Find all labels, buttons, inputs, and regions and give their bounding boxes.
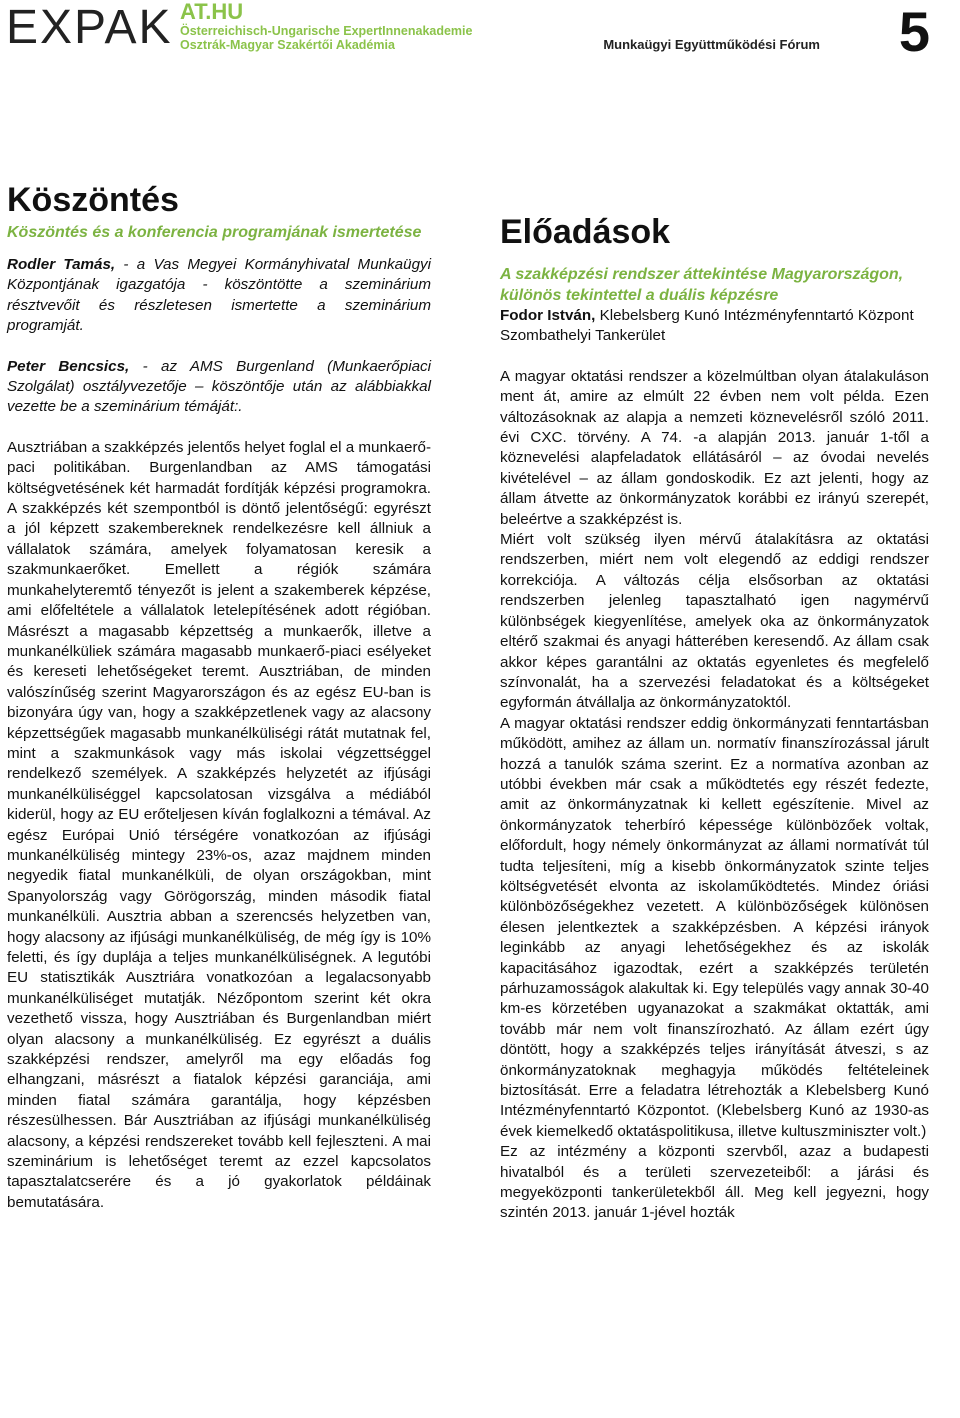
intro-paragraph [7,357,431,418]
paragraph-text: - az AMS Burgenland (Munkaerőpiaci Szolgálat) osztályvezetője – köszöntője után az alábbiakkal vezette be a szeminárium témáját:. [7,357,431,416]
left-column [7,180,431,1213]
section-subtitle: A szakképzési rendszer áttekintése Magyarországon, különös tekintettel a duális képzésre [500,266,904,304]
paragraph-text: - a Vas Megyei Kormányhivatal Munkaügyi Központjának igazgatója - köszöntötte a szeminárium résztvevőit és részletesen ismertette a szeminárium programját. [7,256,431,335]
page-header [0,0,960,63]
speaker-affiliation: Klebelsberg Kunó Intézményfenntartó Központ Szombathelyi Tankerület [500,307,914,345]
logo-domain: AT.HU [180,0,244,24]
speaker-name: Rodler Tamás, [7,256,116,273]
right-column [500,212,929,1224]
logo-tagline-german: Österreichisch-Ungarische ExpertInnenakademie [180,24,473,38]
section-title: Előadások [500,213,671,251]
speaker-name: Peter Bencsics, [7,357,130,375]
body-paragraph: A magyar oktatási rendszer eddig önkormányzati fenntartásban működött, amihez az állam un. normatív finanszírozással járult hozzá a tanulók száma szerint. Ez a normatíva azonban az utóbbi években már csak a működtetés egy részét fedezte, amit az önkormányzatnak ki kellett egészítenie. Mivel az önkormányzatok teherbíró képessége különbözőek voltak, előfordult, hogy némely önkormányzat az állami normatívát túl tudta teljesíteni, míg a kisebb önkormányzatok szinte teljes költségvetését elvonta az iskolaműködtetés. Mindez óriási különbözőségekhez vezetett. A különbözőségek különösen élesen jelentkeztek a szakképzésben. A képzési irányok leginkább az anyagi lehetőségekhez és az iskolák kapacitásához igazodtak, ezért a szakképzés területén párhuzamosságok alakultak ki. Egy település vagy annak 30-40 km-es körzetében ugyanazokat a szakmákat oktatták, ami tovább már nem volt finanszírozható. Az állam ezért úgy döntött, hogy a szakképzés teljes irányítását átveszi, s az önkormányzatoknak meghagyja működés feltételeinek biztosítását. Erre a feladatra létrehozták a Klebelsberg Kunó Intézményfenntartó Központot. (Klebelsberg Kunó az 1930-as évek kiemelkedő oktatáspolitikusa, illetve kultuszminiszter volt.) [500,714,929,1140]
section-subtitle: Köszöntés és a konferencia programjának ismertetése [7,224,422,241]
speaker-name: Fodor István, [500,307,596,324]
speaker-line [500,306,929,347]
expak-logo: EXPAK [6,1,173,54]
forum-label: Munkaügyi Együttműködési Fórum [603,37,820,52]
section-title: Köszöntés [7,181,179,219]
body-paragraph: A magyar oktatási rendszer a közelmúltban olyan átalakuláson ment át, amire az elmúlt 22 évben nem volt példa. Ezen változásoknak az alapja a nemzeti köznevelésről szóló 2011. évi CXC. törvény. A 74. -a alapján 2013. január 1-től a köznevelési alapfeladatok ellátásáról – az óvodai nevelés kivételével – az állam gondoskodik. Ez azt jelenti, hogy az állam átvette az önkormányzatok korábbi ez irányú szerepét, beleértve a szakképzést is. [500,367,929,528]
welcome-paragraph [7,255,431,337]
body-paragraph: Ausztriában a szakképzés jelentős helyet foglal el a munkaerő-paci politikában. Burgenlandban az AMS támogatási költségvetésének két harmadát fordítják képzési programokra. A szakképzés két szempontból is döntő jelentőségű: egyrészt a jól képzett szakembereknek rendelkezésre kell állniuk a vállalatok számára, amelyek folyamatosan keresik a szakmunkaerőket. Emellett a régiók számára munkahelyteremtő tényezőt is jelent a szakemberek képzése, ami előfeltétele a vállalatok letelepítésének adott régióban. Másrészt a magasabb képzettség a munkaerők, illetve a munkanélküliek számára magasabb munkaerő-piaci esélyeket és kereseti lehetőségeket teremt. Ausztriában, de minden valószínűség szerint Magyarországon és az egész EU-ban is bizonyára úgy van, hogy a szakképzetlenek vagy az alacsony képzettségűek magasabb munkanélküliségi rátát mutatnak fel, mint a szakmunkások vagy más iskolai végzettséggel rendelkező személyek. A szakképzés helyzetét az ifjúsági munkanélküliséggel kapcsolatosan vizsgálva a médiából kiderül, hogy az EU erőteljesen kíván foglalkozni a témával. Az egész Európai Unió térségére vonatkozóan az ifjúsági munkanélküliség mintegy 23%-os, azaz majdnem minden negyedik fiatal munkanélküli, de olyan országokban, mint Spanyolország vagy Görögország, minden második fiatal munkanélküli. Ausztria abban a szerencsés helyzetben van, hogy alacsony az ifjúsági munkanélküliség, de még így is 10% feletti, és így duplája a teljes munkanélküliségnek. A legutóbi EU statisztikák Ausztriára vonatkozóan a legalacsonyabb munkanélküliséget mutatják. Nézőpontom szerint két okra vezethető vissza, hogy Ausztriában és Burgenlandban miért olyan alacsony a munkanélküliség. Ez egyrészt a duális szakképzési rendszer, amelyről ma egy előadás fog elhangzani, másrészt a fiatalok képzési garanciája, ami minden fiatal számára garantálja, hogy képzésben részesülhessen. Bár Ausztriában az ifjúsági munkanélküliség alacsony, a képzési rendszereket tovább kell fejleszteni. A mai szeminárium is lehetőséget teremt az ezzel kapcsolatos tapasztalatcserére és a jó gyakorlatok példáinak bemutatására. [7,438,431,1211]
body-paragraph: Ez az intézmény a központi szervből, azaz a budapesti hivatalból és a területi szervezeteiből: a járási és megyeközponti tankerületekből áll. Meg kell jegyezni, hogy szintén 2013. január 1-jével hozták [500,1143,929,1222]
logo-tagline-hungarian: Osztrák-Magyar Szakértői Akadémia [180,38,395,52]
page-number: 5 [898,0,930,63]
body-paragraph: Miért volt szükség ilyen mérvű átalakításra az oktatási rendszerben, miért nem volt elegendő az eddigi rendszer korrekciója. A változás célja elsősorban az oktatási rendszerben jelenleg tapasztalható igen nagymérvű különbségek kiegyenlítése, amelyek oka az önkormányzatok eltérő szakmai és anyagi hátterében keresendő. Az állam csak akkor képes garantálni az oktatás egyenletes és megfelelő színvonalát, ha a szervezési feladatokat és a költségeket egyformán átvállalja az önkormányzatoktól. [500,531,929,712]
